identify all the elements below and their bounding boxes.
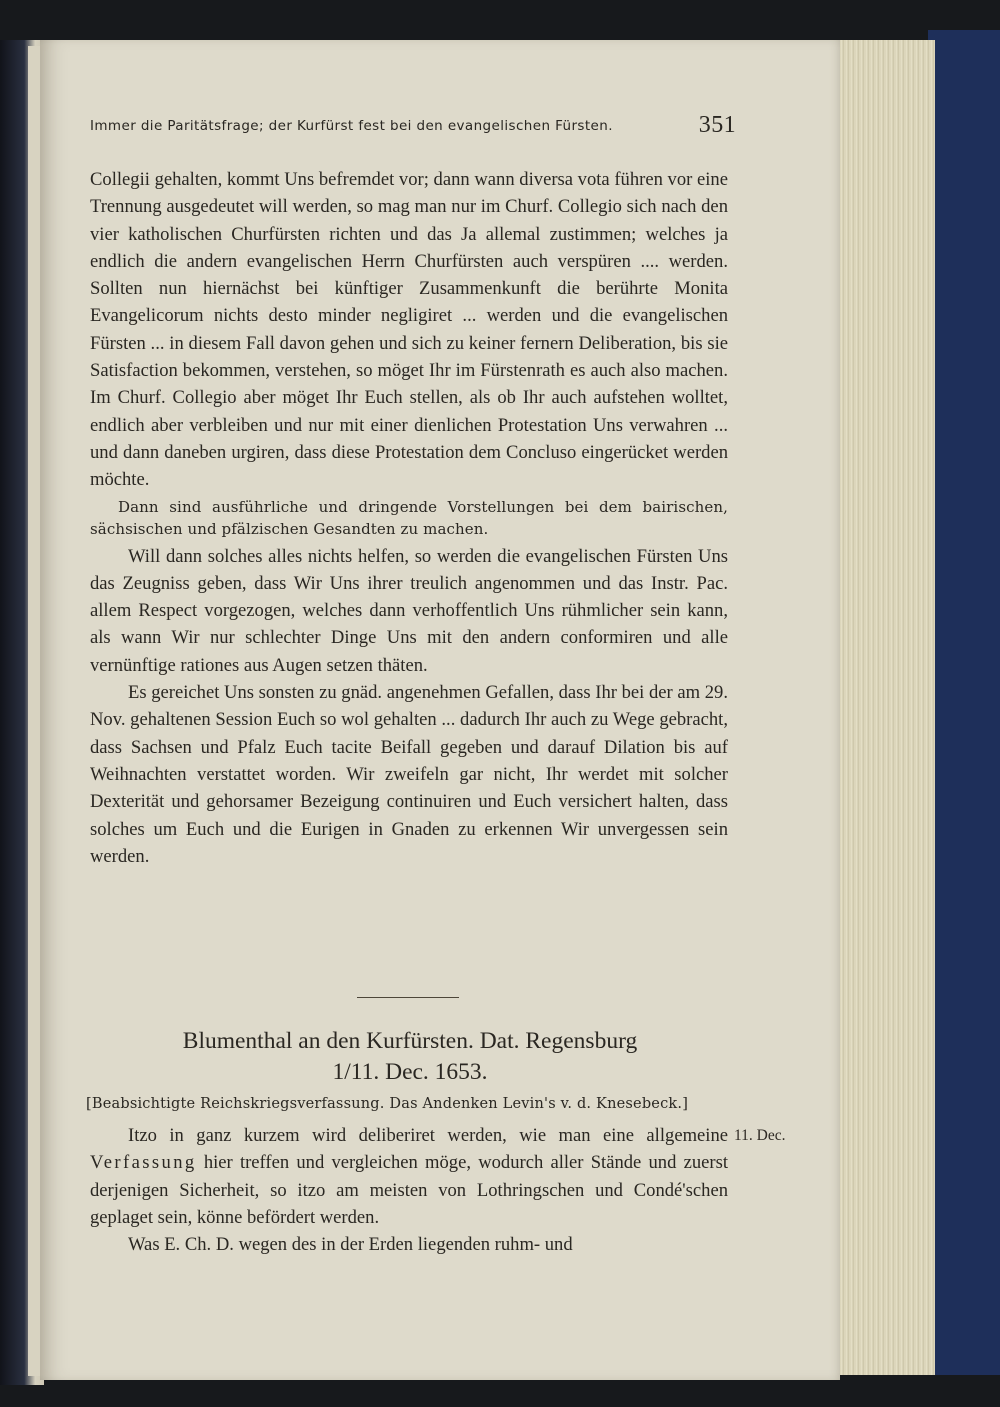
margin-date: 11. Dec. <box>734 1127 786 1144</box>
letter-p1-end: hier treffen und vergleichen möge, wodurch aller Stände und zuerst derjenigen Sicherheit, so itzo am meisten von Lothringschen und Condé'schen geplaget sein, könne befördert werden. <box>90 1152 728 1228</box>
letter-paragraph-2: Was E. Ch. D. wegen des in der Erden liegenden ruhm- und <box>128 1234 573 1256</box>
letter-text <box>90 1122 728 1258</box>
book-page <box>40 40 840 1380</box>
running-head-title: Immer die Paritätsfrage; der Kurfürst fest bei den evangelischen Fürsten. <box>90 118 613 134</box>
section-heading <box>90 1026 730 1088</box>
letter-p1-spaced-word: Verfassung <box>90 1152 197 1174</box>
section-heading-line-1: Blumenthal an den Kurfürsten. Dat. Regensburg <box>182 1028 638 1054</box>
letter-paragraph-1 <box>90 1122 728 1231</box>
page-content <box>86 40 786 1380</box>
letter-p1-start: Itzo in ganz kurzem wird deliberiret werden, wie man eine allgemeine <box>128 1125 728 1146</box>
running-head <box>90 112 736 138</box>
paragraph-1: Collegii gehalten, kommt Uns befremdet vor; dann wann diversa vota führen vor eine Trennung ausgedeutet will werden, so mag man nur im Churf. Collegio sich nach den vier katholischen Churfürsten richten und das Ja allemal zustimmen; welches ja endlich die andern evangelischen Herrn Churfürsten auch verspüren .... werden. Sollten nun hiernächst bei künftiger Zusammenkunft die berührte Monita Evangelicorum nichts desto minder negligiret ... werden und die evangelischen Fürsten ... in diesem Fall davon gehen und sich zu keiner fernern Deliberation, bis sie Satisfaction bekommen, verstehen, so möget Ihr im Fürstenrath es auch also machen. Im Churf. Collegio aber möget Ihr Euch stellen, als ob Ihr auch aufstehen wolltet, endlich aber verbleiben und nur mit einer dienlichen Protestation Uns verwahren ... und dann daneben urgiren, dass diese Protestation dem Concluso eingerücket werden möchte. <box>90 169 728 491</box>
page-number: 351 <box>698 112 736 138</box>
section-divider <box>357 997 459 998</box>
paragraph-2: Will dann solches alles nichts helfen, so werden die evangelischen Fürsten Uns das Zeugniss geben, dass Wir Uns ihrer treulich angenommen und das Instr. Pac. allem Respect vorgezogen, welches dann verhoffentlich Uns rühmlicher sein kann, als wann Wir nur schlechter Dinge Uns mit den andern conformiren und alle vernünftige rationes aus Augen setzen thäten. <box>90 545 728 676</box>
main-text <box>90 166 728 870</box>
section-heading-line-2: 1/11. Dec. 1653. <box>332 1059 488 1085</box>
right-book-cover <box>928 30 1000 1375</box>
page-edges <box>835 40 935 1375</box>
section-summary: [Beabsichtigte Reichskriegsverfassung. Das Andenken Levin's v. d. Knesebeck.] <box>86 1096 689 1112</box>
paragraph-3: Es gereichet Uns sonsten zu gnäd. angenehmen Gefallen, dass Ihr bei der am 29. Nov. gehaltenen Session Euch so wol gehalten ... dadurch Ihr auch zu Wege gebracht, dass Sachsen und Pfalz Euch tacite Beifall gegeben und darauf Dilation bis auf Weihnachten verstattet worden. Wir zweifeln gar nicht, Ihr werdet mit solcher Dexterität und gehorsamer Bezeigung continuiren und Euch versichert halten, dass solches um Euch und die Eurigen in Gnaden zu erkennen Wir unvergessen sein werden. <box>90 682 728 867</box>
small-note: Dann sind ausführliche und dringende Vorstellungen bei dem bairischen, sächsischen und pfälzischen Gesandten zu machen. <box>90 497 728 538</box>
